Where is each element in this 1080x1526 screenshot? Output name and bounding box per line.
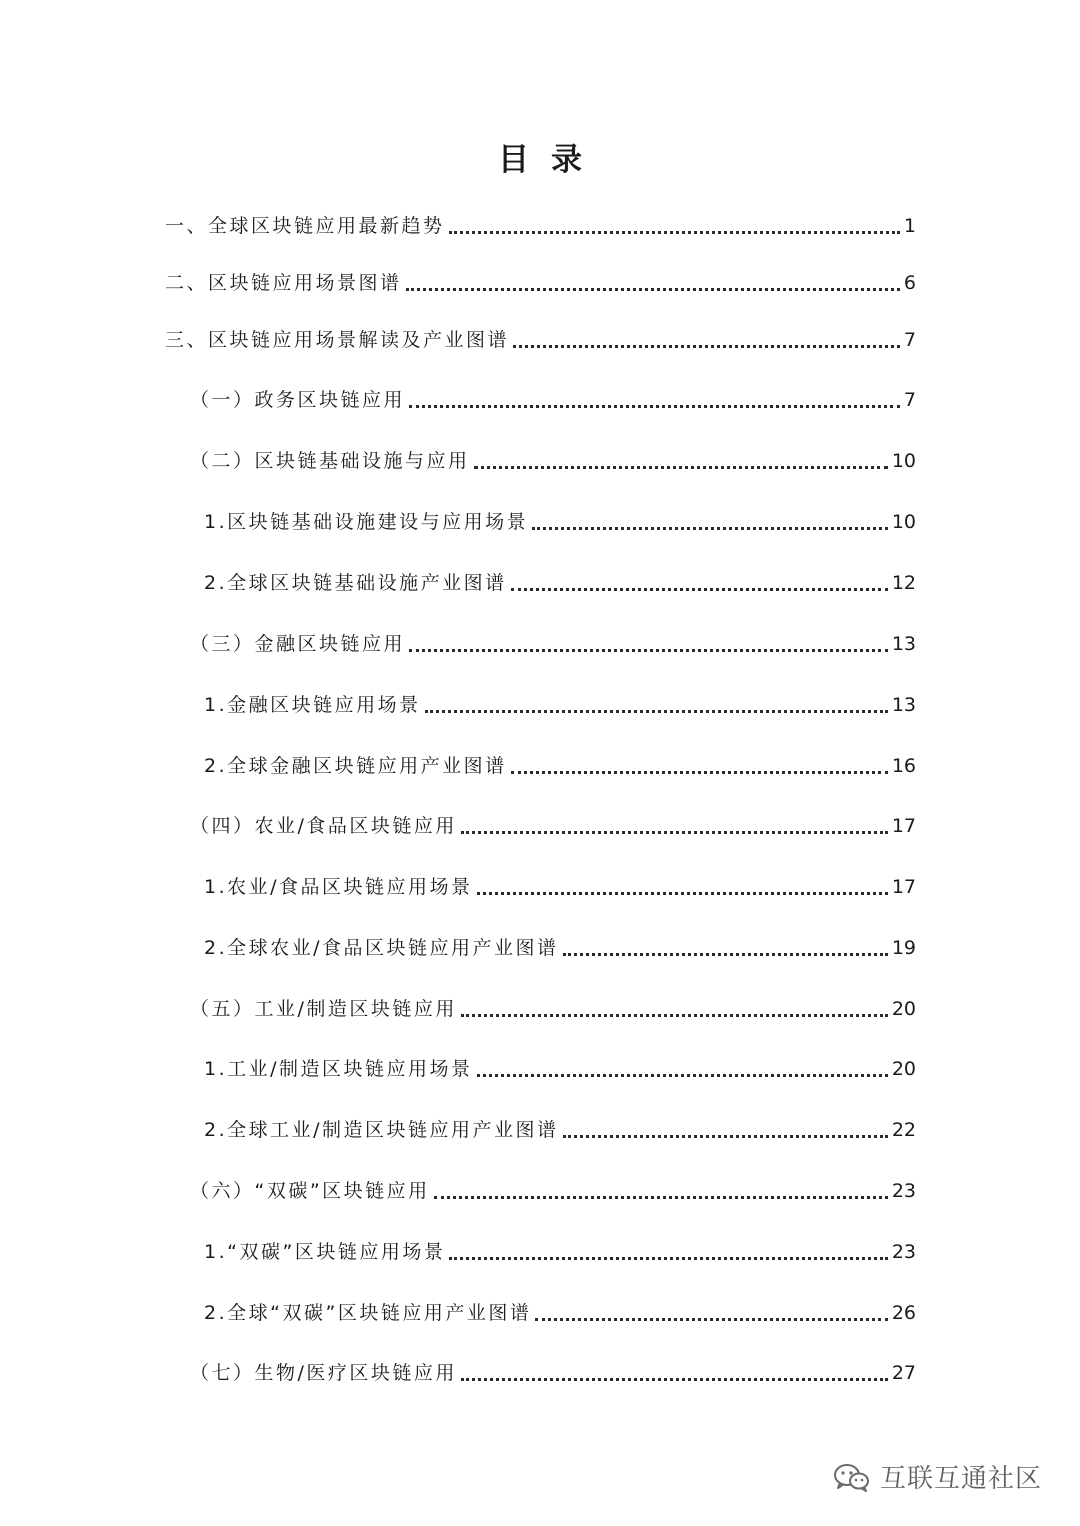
toc-dot-leader: [535, 1318, 887, 1321]
toc-entry-label: 1.“双碳”区块链应用场景: [204, 1241, 446, 1263]
toc-entry-page-number: 7: [903, 329, 916, 351]
toc-entry-page-number: 13: [891, 633, 916, 655]
toc-dot-leader: [477, 1074, 888, 1077]
page-title: 目录: [498, 142, 604, 178]
toc-entry-page-number: 26: [891, 1302, 916, 1324]
toc-entry-label: （五）工业/制造区块链应用: [190, 998, 457, 1020]
toc-entry-label: （二）区块链基础设施与应用: [190, 450, 470, 472]
toc-entry-page-number: 17: [891, 815, 916, 837]
toc-entry-label: （四）农业/食品区块链应用: [190, 815, 457, 837]
toc-entry-label: （六）“双碳”区块链应用: [190, 1180, 430, 1202]
toc-entry[interactable]: [190, 627, 916, 661]
toc-dot-leader: [449, 1257, 887, 1260]
toc-dot-leader: [461, 831, 888, 834]
toc-entry[interactable]: [165, 323, 916, 357]
toc-entry-page-number: 10: [891, 511, 916, 533]
toc-entry-label: 2.全球“双碳”区块链应用产业图谱: [204, 1302, 532, 1324]
toc-entry[interactable]: [190, 992, 916, 1026]
toc-entry-page-number: 27: [891, 1362, 916, 1384]
toc-entry-page-number: 23: [891, 1241, 916, 1263]
toc-entry[interactable]: [190, 383, 916, 417]
toc-dot-leader: [511, 588, 888, 591]
toc-entry-label: 2.全球金融区块链应用产业图谱: [204, 755, 507, 777]
toc-entry-page-number: 6: [903, 272, 916, 294]
watermark-text: 互联互通社区: [879, 1464, 1042, 1494]
toc-dot-leader: [474, 466, 888, 469]
toc-entry[interactable]: [190, 444, 916, 478]
toc-entry[interactable]: [204, 870, 916, 904]
toc-entry-page-number: 16: [891, 755, 916, 777]
toc-dot-leader: [406, 288, 900, 291]
toc-dot-leader: [461, 1014, 888, 1017]
toc-dot-leader: [511, 771, 888, 774]
toc-dot-leader: [477, 892, 888, 895]
toc-entry-page-number: 20: [891, 1058, 916, 1080]
toc-entry-label: （三）金融区块链应用: [190, 633, 406, 655]
toc-entry-page-number: 22: [891, 1119, 916, 1141]
toc-entry-label: 1.金融区块链应用场景: [204, 694, 421, 716]
toc-entry[interactable]: [190, 1356, 916, 1390]
watermark: [832, 1458, 1042, 1495]
toc-entry-page-number: 13: [891, 694, 916, 716]
toc-entry-label: 二、区块链应用场景图谱: [165, 272, 402, 294]
toc-entry-label: 三、区块链应用场景解读及产业图谱: [165, 329, 510, 351]
toc-entry-page-number: 12: [891, 572, 916, 594]
toc-dot-leader: [563, 953, 888, 956]
toc-entry-page-number: 7: [903, 389, 916, 411]
toc-entry[interactable]: [165, 209, 916, 243]
toc-entry-label: 1.农业/食品区块链应用场景: [204, 876, 473, 898]
toc-dot-leader: [532, 527, 888, 530]
toc-entry[interactable]: [204, 505, 916, 539]
toc-entry-label: 1.工业/制造区块链应用场景: [204, 1058, 473, 1080]
toc-entry[interactable]: [190, 1174, 916, 1208]
toc-entry-page-number: 19: [891, 937, 916, 959]
toc-entry-label: 2.全球区块链基础设施产业图谱: [204, 572, 507, 594]
toc-entry-label: 1.区块链基础设施建设与应用场景: [204, 511, 529, 533]
toc-dot-leader: [434, 1196, 888, 1199]
toc-entry[interactable]: [204, 931, 916, 965]
toc-entry[interactable]: [204, 1235, 916, 1269]
toc-entry[interactable]: [204, 1296, 916, 1330]
toc-entry-page-number: 10: [891, 450, 916, 472]
toc-dot-leader: [513, 345, 900, 348]
toc-entry-label: 2.全球工业/制造区块链应用产业图谱: [204, 1119, 559, 1141]
toc-dot-leader: [563, 1135, 888, 1138]
toc-entry[interactable]: [190, 809, 916, 843]
toc-entry-page-number: 20: [891, 998, 916, 1020]
toc-entry-label: （七）生物/医疗区块链应用: [190, 1362, 457, 1384]
toc-entry[interactable]: [204, 749, 916, 783]
toc-entry[interactable]: [204, 1052, 916, 1086]
toc-entry-page-number: 17: [891, 876, 916, 898]
toc-dot-leader: [409, 649, 888, 652]
toc-dot-leader: [449, 231, 900, 234]
toc-entry-page-number: 1: [903, 215, 916, 237]
toc-dot-leader: [409, 405, 900, 408]
toc-dot-leader: [461, 1378, 888, 1381]
toc-entry-label: 一、全球区块链应用最新趋势: [165, 215, 445, 237]
toc-entry-label: 2.全球农业/食品区块链应用产业图谱: [204, 937, 559, 959]
toc-entry[interactable]: [204, 1113, 916, 1147]
toc-entry-label: （一）政务区块链应用: [190, 389, 406, 411]
wechat-icon: [832, 1462, 872, 1492]
toc-entry-page-number: 23: [891, 1180, 916, 1202]
toc-entry[interactable]: [165, 266, 916, 300]
toc-entry[interactable]: [204, 688, 916, 722]
toc-dot-leader: [425, 710, 888, 713]
toc-entry[interactable]: [204, 566, 916, 600]
